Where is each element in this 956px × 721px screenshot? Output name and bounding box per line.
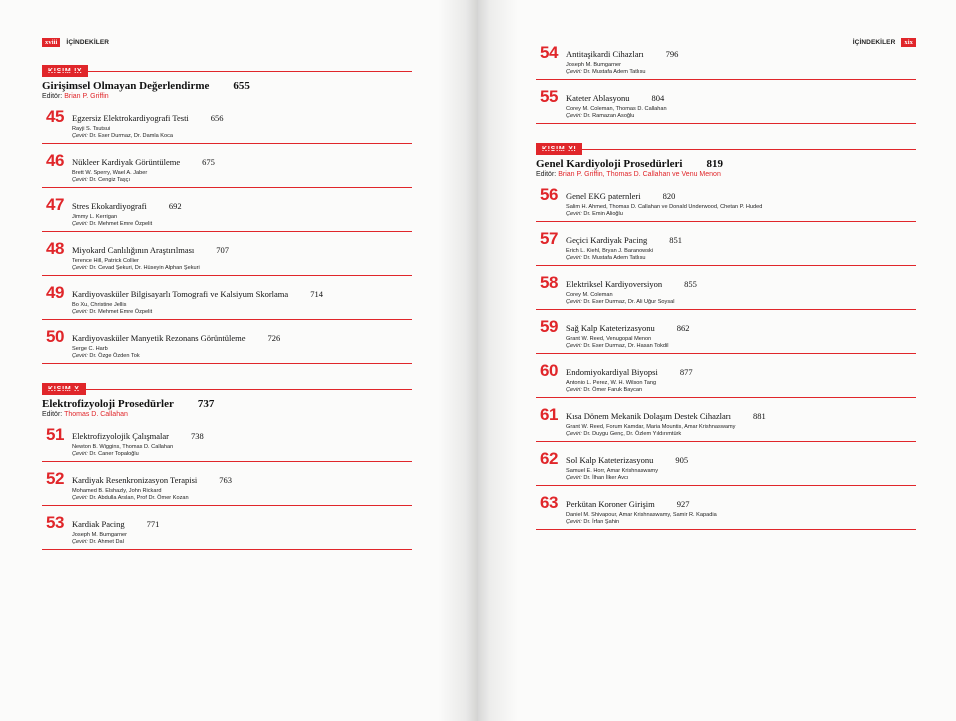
part-tag: KISIM X — [42, 383, 86, 395]
translator-label: Çeviri: — [72, 495, 90, 501]
translator-label: Çeviri: — [72, 353, 90, 359]
chapter-title — [566, 90, 916, 103]
chapter-authors: Corey M. Coleman, Thomas D. Callahan — [566, 106, 667, 112]
chapter-title-text: Elektrofizyolojik Çalışmalar — [72, 431, 170, 441]
chapter-number: 60 — [540, 361, 558, 380]
translator-names: Dr. Ramazan Asoğlu — [583, 113, 635, 119]
chapter-entry[interactable] — [536, 185, 916, 222]
chapter-title-text: Sol Kalp Kateterizasyonu — [566, 455, 654, 465]
chapter-number: 61 — [540, 405, 558, 424]
translator-names: Dr. Abdulla Arslan, Prof Dr. Ömer Kozan — [89, 495, 189, 501]
chapter-title — [72, 428, 412, 441]
translator-label: Çeviri: — [566, 519, 584, 525]
chapter-translators — [72, 221, 412, 227]
translator-label: Çeviri: — [72, 539, 90, 545]
chapter-translators — [566, 431, 916, 437]
translator-label: Çeviri: — [72, 221, 90, 227]
chapter-number: 47 — [46, 195, 64, 214]
chapter-number: 49 — [46, 283, 64, 302]
chapter-page-number: 927 — [676, 499, 690, 509]
chapter-page-number: 804 — [651, 93, 665, 103]
chapter-number: 51 — [46, 425, 64, 444]
chapter-title — [72, 154, 412, 167]
part-editor — [42, 93, 412, 100]
chapter-page-number: 855 — [684, 279, 697, 289]
gutter-shadow — [478, 0, 518, 721]
chapter-list — [536, 43, 916, 124]
part-rule — [42, 71, 412, 72]
chapter-translators — [72, 451, 412, 457]
chapter-entry[interactable] — [42, 151, 412, 188]
chapter-title — [72, 330, 412, 343]
chapter-list — [536, 185, 916, 530]
translator-label: Çeviri: — [72, 133, 90, 139]
chapter-number: 59 — [540, 317, 558, 336]
chapter-page-number: 692 — [168, 201, 182, 211]
part-page-number: 737 — [197, 398, 215, 410]
chapter-authors: Mohamed B. Elshazly, John Rickard — [72, 488, 162, 494]
chapter-authors: Terence Hill, Patrick Collier — [72, 258, 139, 264]
chapter-authors: Rayji S. Tsutsui — [72, 126, 111, 132]
chapter-title-text: Geçici Kardiyak Pacing — [566, 235, 648, 245]
chapter-authors: Antonio L. Perez, W. H. Wilson Tang — [566, 380, 657, 386]
chapter-title — [72, 110, 412, 123]
running-head-label: İÇİNDEKİLER — [66, 38, 110, 46]
chapter-title — [566, 46, 916, 59]
gutter-shadow — [438, 0, 478, 721]
chapter-authors: Bo Xu, Christine Jellis — [72, 302, 127, 308]
chapter-entry[interactable] — [536, 229, 916, 266]
part-header — [42, 378, 412, 393]
chapter-page-number: 881 — [753, 411, 766, 421]
chapter-page-number: 726 — [267, 333, 281, 343]
translator-label: Çeviri: — [566, 475, 584, 481]
chapter-entry[interactable] — [536, 87, 916, 124]
right-page — [478, 0, 956, 721]
chapter-title-text: Endomiyokardiyal Biyopsi — [566, 367, 658, 377]
part-section — [536, 138, 916, 530]
chapter-title — [566, 320, 916, 333]
translator-names: Dr. Cevad Şekuri, Dr. Hüseyin Alphan Şekuri — [89, 265, 200, 271]
chapter-title — [72, 472, 412, 485]
chapter-page-number: 656 — [210, 113, 224, 123]
chapter-list — [42, 425, 412, 550]
chapter-authors: Corey M. Coleman — [566, 292, 613, 298]
translator-label: Çeviri: — [566, 299, 584, 305]
left-column — [42, 36, 412, 550]
translator-names: Dr. İlhan İlker Avcı — [583, 475, 629, 481]
part-section — [42, 60, 412, 364]
chapter-translators — [72, 309, 412, 315]
part-title[interactable] — [42, 398, 412, 410]
chapter-title-text: Kardiak Pacing — [72, 519, 125, 529]
chapter-translators — [566, 255, 916, 261]
chapter-title — [566, 232, 916, 245]
translator-names: Dr. Ömer Faruk Baycan — [583, 387, 643, 393]
translator-label: Çeviri: — [72, 177, 90, 183]
chapter-authors: Joseph M. Bumgarner — [566, 62, 622, 68]
chapter-page-number: 771 — [146, 519, 160, 529]
part-title-text: Elektrofizyoloji Prosedürler — [42, 398, 174, 410]
chapter-number: 50 — [46, 327, 64, 346]
chapter-title — [566, 496, 916, 509]
editor-names: Brian P. Griffin — [64, 93, 109, 100]
chapter-number: 45 — [46, 107, 64, 126]
chapter-title-text: Kateter Ablasyonu — [566, 93, 630, 103]
chapter-page-number: 675 — [202, 157, 215, 167]
part-rule — [536, 149, 916, 150]
chapter-title — [72, 286, 412, 299]
chapter-entry[interactable] — [42, 195, 412, 232]
chapter-entry[interactable] — [536, 361, 916, 398]
chapter-translators — [566, 299, 916, 305]
chapter-translators — [72, 353, 412, 359]
translator-label: Çeviri: — [566, 69, 584, 75]
chapter-number: 48 — [46, 239, 64, 258]
chapter-entry[interactable] — [42, 469, 412, 506]
editor-label: Editör: — [536, 171, 559, 178]
chapter-entry[interactable] — [536, 273, 916, 310]
chapter-title — [72, 516, 412, 529]
chapter-page-number: 714 — [310, 289, 323, 299]
translator-label: Çeviri: — [566, 255, 584, 261]
chapter-page-number: 851 — [669, 235, 682, 245]
running-head — [42, 36, 412, 48]
chapter-entry[interactable] — [536, 405, 916, 442]
chapter-number: 62 — [540, 449, 558, 468]
chapter-entry[interactable] — [42, 513, 412, 550]
chapter-title — [566, 364, 916, 377]
chapter-title — [72, 242, 412, 255]
chapter-entry[interactable] — [42, 239, 412, 276]
translator-names: Dr. Mehmet Emre Özpelit — [89, 221, 153, 227]
chapter-authors: Brett W. Sperry, Wael A. Jaber — [72, 170, 148, 176]
chapter-translators — [72, 177, 412, 183]
chapter-title-text: Kardiyak Resenkronizasyon Terapisi — [72, 475, 198, 485]
translator-names: Dr. İrfan Şahin — [583, 519, 620, 525]
translator-names: Dr. Caner Topaloğlu — [89, 451, 139, 457]
chapter-title-text: Antitaşikardi Cihazları — [566, 49, 644, 59]
chapter-page-number: 905 — [675, 455, 689, 465]
chapter-entry[interactable] — [536, 493, 916, 530]
translator-label: Çeviri: — [72, 309, 90, 315]
translator-label: Çeviri: — [72, 265, 90, 271]
part-tag: KISIM XI — [536, 143, 582, 155]
chapter-page-number: 763 — [219, 475, 233, 485]
chapter-entry[interactable] — [536, 317, 916, 354]
chapter-page-number: 738 — [191, 431, 204, 441]
chapter-title — [566, 452, 916, 465]
chapter-authors: Salim H. Ahmed, Thomas D. Callahan ve Donald Underwood, Chetan P. Huded — [566, 204, 763, 210]
translator-names: Dr. Ahmet Dal — [89, 539, 124, 545]
chapter-authors: Grant W. Reed, Forum Kamdar, Maria Mountis, Amar Krishnaswamy — [566, 424, 736, 430]
chapter-translators — [566, 519, 916, 525]
chapter-translators — [566, 69, 916, 75]
right-column — [536, 36, 916, 530]
translator-label: Çeviri: — [566, 211, 584, 217]
chapter-authors: Joseph M. Bumgarner — [72, 532, 128, 538]
chapter-page-number: 796 — [665, 49, 679, 59]
editor-names: Thomas D. Callahan — [64, 411, 128, 418]
editor-label: Editör: — [42, 93, 65, 100]
chapter-authors: Grant W. Reed, Venugopal Menon — [566, 336, 652, 342]
translator-names: Dr. Duygu Genç, Dr. Özlem Yıldırımtürk — [583, 431, 682, 437]
running-head-label: İÇİNDEKİLER — [852, 38, 896, 46]
part-title-text: Girişimsel Olmayan Değerlendirme — [42, 80, 210, 92]
chapter-entry[interactable] — [42, 425, 412, 462]
part-page-number: 819 — [706, 158, 723, 170]
chapter-page-number: 820 — [662, 191, 676, 201]
chapter-authors: Jimmy L. Kerrigan — [72, 214, 118, 220]
translator-names: Dr. Özge Özden Tok — [89, 353, 140, 359]
part-header — [42, 60, 412, 75]
chapter-number: 54 — [540, 43, 558, 62]
editor-label: Editör: — [42, 411, 65, 418]
chapter-entry[interactable] — [536, 449, 916, 486]
chapter-title-text: Nükleer Kardiyak Görüntüleme — [72, 157, 181, 167]
chapter-title-text: Sağ Kalp Kateterizasyonu — [566, 323, 655, 333]
chapter-title-text: Miyokard Canlılığının Araştırılması — [72, 245, 195, 255]
chapter-translators — [566, 387, 916, 393]
translator-label: Çeviri: — [566, 387, 584, 393]
chapter-entry[interactable] — [42, 283, 412, 320]
chapter-title — [566, 408, 916, 421]
chapter-translators — [566, 113, 916, 119]
chapter-number: 52 — [46, 469, 64, 488]
chapter-number: 56 — [540, 185, 558, 204]
chapter-entry[interactable] — [42, 327, 412, 364]
page-number-badge: xix — [901, 38, 916, 47]
chapter-number: 63 — [540, 493, 558, 512]
part-rule — [42, 389, 412, 390]
translator-names: Dr. Mustafa Adem Tatlısu — [583, 255, 646, 261]
chapter-translators — [72, 133, 412, 139]
chapter-authors: Serge C. Harb — [72, 346, 108, 352]
chapter-number: 55 — [540, 87, 558, 106]
translator-names: Dr. Eser Durmaz, Dr. Hasan Tokdil — [583, 343, 669, 349]
part-tag: KISIM IX — [42, 65, 88, 77]
chapter-translators — [72, 265, 412, 271]
translator-label: Çeviri: — [566, 113, 584, 119]
chapter-translators — [566, 343, 916, 349]
chapter-number: 46 — [46, 151, 64, 170]
chapter-page-number: 862 — [676, 323, 690, 333]
page-number-badge: xviii — [42, 38, 60, 47]
chapter-authors: Erich L. Kiehl, Bryan J. Baranowski — [566, 248, 654, 254]
translator-names: Dr. Eser Durmaz, Dr. Damla Koca — [89, 133, 174, 139]
translator-names: Dr. Mehmet Emre Özpelit — [89, 309, 153, 315]
part-title[interactable] — [536, 158, 916, 170]
translator-names: Dr. Eser Durmaz, Dr. Ali Uğur Soysal — [583, 299, 675, 305]
chapter-translators — [566, 211, 916, 217]
translator-label: Çeviri: — [566, 431, 584, 437]
chapter-title-text: Stres Ekokardiyografi — [72, 201, 147, 211]
chapter-title-text: Kardiyovasküler Manyetik Rezonans Görüntüleme — [72, 333, 246, 343]
chapter-title-text: Perkütan Koroner Girişim — [566, 499, 655, 509]
part-editor — [42, 411, 412, 418]
chapter-title-text: Elektriksel Kardiyoversiyon — [566, 279, 663, 289]
editor-names: Brian P. Griffin, Thomas D. Callahan ve Venu Menon — [558, 171, 721, 178]
chapter-title-text: Egzersiz Elektrokardiyografi Testi — [72, 113, 189, 123]
part-title[interactable] — [42, 80, 412, 92]
chapter-entry[interactable] — [536, 43, 916, 80]
chapter-number: 57 — [540, 229, 558, 248]
chapter-title — [566, 188, 916, 201]
chapter-translators — [566, 475, 916, 481]
part-header — [536, 138, 916, 153]
chapter-title-text: Kardiyovasküler Bilgisayarlı Tomografi ve Kalsiyum Skorlama — [72, 289, 289, 299]
chapter-translators — [72, 539, 412, 545]
chapter-entry[interactable] — [42, 107, 412, 144]
chapter-title — [566, 276, 916, 289]
chapter-authors: Daniel M. Shivapour, Amar Krishnaswamy, Samir R. Kapadia — [566, 512, 717, 518]
part-section — [42, 378, 412, 550]
chapter-title-text: Kısa Dönem Mekanik Dolaşım Destek Cihazları — [566, 411, 732, 421]
chapter-number: 58 — [540, 273, 558, 292]
part-title-text: Genel Kardiyoloji Prosedürleri — [536, 158, 683, 170]
chapter-translators — [72, 495, 412, 501]
chapter-number: 53 — [46, 513, 64, 532]
chapter-list — [42, 107, 412, 364]
translator-names: Dr. Cengiz Taşçı — [89, 177, 131, 183]
chapter-page-number: 707 — [216, 245, 230, 255]
part-page-number: 655 — [233, 80, 250, 92]
chapter-authors: Newton B. Wiggins, Thomas D. Callahan — [72, 444, 174, 450]
translator-label: Çeviri: — [72, 451, 90, 457]
chapter-title-text: Genel EKG paternleri — [566, 191, 641, 201]
chapter-title — [72, 198, 412, 211]
chapter-page-number: 877 — [679, 367, 693, 377]
translator-names: Dr. Emin Alioğlu — [583, 211, 623, 217]
part-editor — [536, 171, 916, 178]
translator-names: Dr. Mustafa Adem Tatlısu — [583, 69, 646, 75]
chapter-authors: Samuel E. Horr, Amar Krishnaswamy — [566, 468, 659, 474]
translator-label: Çeviri: — [566, 343, 584, 349]
